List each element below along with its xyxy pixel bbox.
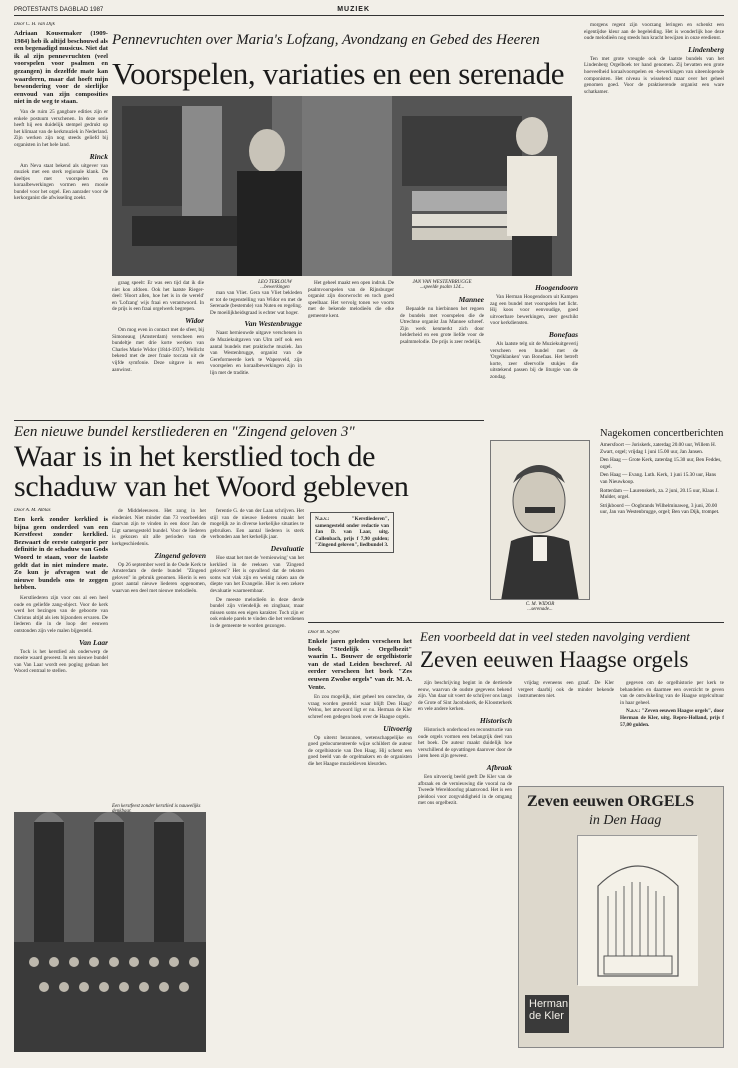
article2-body-devaluatie-2: De meeste melodieën in deze derde bundel zijn vriendelijk en zingbaar, maar missen soms een eigen karakter. Toch zijn er ook enkele parels te vinden die het verdienen in de gemeente te worden gezongen.	[210, 596, 304, 629]
article2-body-2: de Middeleeuwen. Het zong in het eindeniet. Niet minder dan 73 voorbeelden daarvan zijn te vinden in een door Jan de Ligt samengesteld bundel. Voor de liederen is gekozen uit alle perioden van de kerkgeschiedenis.	[112, 508, 206, 547]
article2-body-1: Kerstliederen zijn voor ons al een heel oude en geliefde zang-object. Voor de kerk werd het bezingen van de geboorte van Christus altijd als iets bijzonders ervaren. De liederen die in de loop der eeuwen ontstonden zijn vele malen bijgesteld.	[14, 594, 108, 634]
running-head	[14, 4, 724, 16]
article2-body-zingend: Op 26 september werd in de Oude Kerk te Amsterdam de derde bundel "Zingend geloven" in gebruik genomen. Hierin is een groot aantal nieuwe liederen opgenomen, waarvan een deel met nieuwe melodieën.	[112, 561, 206, 594]
article2-body-devaluatie: Hoe staat het met de 'vernieuwing' van het kerklied in de reeksen van 'Zingend geloven'? Het is opvallend dat de teksten soms wat vlak zijn en weinig raken aan de diepte van het Evangelie. Hier is een zekere devaluatie waarneembaar.	[210, 554, 304, 594]
article1-kicker: Pennevruchten over Maria's Lofzang, Avondzang en Gebed des Heeren	[112, 32, 540, 48]
article1-column-5	[400, 292, 484, 438]
article3-headline: Zeven eeuwen Haagse orgels	[420, 647, 689, 672]
church-choir-graphic	[14, 812, 206, 1052]
subhead-lindenberg: Lindenberg	[688, 44, 724, 54]
caption-leo-terlouw: LEO TERLOUW ...bewerkingen	[258, 280, 292, 290]
book-cover-drawing	[577, 835, 697, 985]
subhead-zingend-geloven: Zingend geloven	[154, 550, 206, 560]
book-title: Zeven eeuwen ORGELS	[527, 793, 695, 810]
caption-jan-van-westenbrugge: JAN VAN WESTENBRUGGE ...speelde psalm 124...	[412, 280, 472, 290]
article3-body-uitvoerig: Op uiterst bezonnen, wetenschappelijke en goed gedocumenteerde wijze schildert de auteur de orgelhistorie van Den Haag. Hij schetst een goed beeld van de orgelmakers en de organisten die het Haagse muziekleven kleurden.	[308, 734, 412, 767]
article2-body-3: ferentie G. de van der Laan schrijven. Het stijl van de nieuwe liederen maakt het mogelijk ze in diverse kerkelijke situaties te gebruiken. Een aantal liederen is sterk verbonden aan het kerkelijk jaar.	[210, 508, 304, 541]
subhead-historisch: Historisch	[479, 715, 512, 725]
concert-item: Strijkboord — Oogbrands Wilhelminaweg, 3 juni, 20.00 uur, Jan van Westenbrugge, orgel; Ben van Dijk, trompet.	[600, 502, 720, 516]
article1-right-column	[584, 22, 724, 422]
article3-body-historisch: Historisch onderhoud en reconstructie van oude orgels vormen een belangrijk deel van het boek. De auteur maakt duidelijk hoe verschillend de opvattingen daarover door de jaren heen zijn geweest.	[418, 726, 512, 760]
widor-portrait-graphic	[491, 441, 590, 600]
caption-widor: C. M. WIDOR ...serenade...	[525, 602, 555, 612]
article3-column-2	[418, 680, 512, 1050]
running-head-left: PROTESTANTS DAGBLAD 1987	[14, 6, 104, 13]
subhead-mannee: Mannee	[458, 295, 484, 304]
subhead-afbraak: Afbraak	[486, 762, 512, 772]
article1-body-mannee: Bepaalde nu hierbinnen het regoen de bundels met voorspelen die de Utrechtse organist Jan Mannee schreef. Zijn werk kenmerkt zich door helderheid en een grote liefde voor de psalmmelodie. De prijs is zeer redelijk.	[400, 306, 484, 345]
article1-body-hoogendoorn: Van Herman Hoogendoorn uit Kampen zag een bundel met voorspelen het licht. Hij koos voor eenvoudige, goed uitvoerbare bewerkingen, zeer geschikt voor kerkdiensten.	[490, 294, 578, 327]
article3-byline: Door M. Scybel	[308, 630, 340, 635]
article3-body-2: zijn beschrijving begint in de dertiende eeuw, waarvan de oudste gegevens bekend zijn. Van daar uit voert de schrijver ons langs de Grote of Sint Jacobskerk, de Kloosterkerk en vele andere kerken.	[418, 680, 512, 713]
book-author-block: Herman de Kler	[525, 995, 569, 1033]
subhead-widor: Widor	[185, 315, 204, 325]
organ-photo-graphic	[112, 96, 572, 276]
article1-column-3	[210, 290, 302, 438]
subhead-westenbrugge: Van Westenbrugge	[244, 319, 302, 329]
article2-column-3	[210, 508, 304, 1048]
concert-item: Rotterdam — Laurenskerk, za. 2 juni, 20.15 uur, Klaas J. Mulder, orgel.	[600, 487, 719, 501]
organ-drawing-graphic	[578, 836, 698, 986]
concert-item: Den Haag — Evang. Luth. Kerk, 1 juni 15.30 uur, Hans van Nieuwkoop.	[600, 472, 717, 485]
article2-lead: Een kerk zonder kerklied is bijna geen onderdeel van een Kerstfeest zonder kerklied. Bezwaart de eerste categorie per definitie in de schaduw van Gods Woord te staan, voor de laatste geldt dat in niet mindere mate. Zo kun je afvragen wat de nieuwe bundels ons te zeggen hebben.	[14, 516, 108, 592]
subhead-bonefaas: Bonefaas	[548, 329, 578, 339]
article1-body-lindenberg: Ten met grote vreugde ook de laatste bundels van het Lindenberg Orgelboek ter hand genomen. Zij bevatten een grote hoeveelheid koraalvoorspelen en -bewerkingen van uiteenlopende componisten. Het niveau is wisselend maar over het geheel genomen goed. Voor de praktiserende organist een ware schatkamer.	[584, 55, 724, 95]
concert-item: Amersfoort — Joriskerk, zaterdag 20.00 uur, Willem H. Zwart, orgel; vrijdag 1 juni 15.00 uur, Jan Jansen.	[600, 442, 717, 455]
article3-sidebox: N.a.v.: "Zeven eeuwen Haagse orgels", door Herman de Kler, uitg. Repro-Holland, prijs f 57,00 gulden.	[620, 708, 724, 728]
article1-byline: Door C. H. van Dijk	[14, 22, 55, 27]
subhead-rinck: Rinck	[89, 151, 108, 161]
section-divider	[14, 420, 484, 421]
article1-body-bonefaas: Als laatste telg uit de Muziekuitgeverij verscheen een bundel met de 'Orgelklanken' van Bonefaas. Het betreft korte, zeer sfeervolle stukjes die uitstekend passen bij de liturgie van de zondag.	[490, 340, 578, 380]
article3-column-4	[620, 680, 724, 780]
article1-lead: Adriaan Kousemaker (1909-1984) heb ik altijd beschouwd als een begenadigd musicus. Niet dat ik al zijn pennevruchten (veel voorspelen voor psalmen en gezangen) in dezelfde mate kan waarderen, maar dat hoeft mijn bewondering voor de sierlijke eenvoud van zijn composities niet in de weg te staan.	[14, 30, 108, 106]
article3-column-3	[518, 680, 614, 780]
article1-headline: Voorspelen, variaties en een serenade	[112, 56, 565, 91]
article2-left-column	[14, 508, 108, 808]
article2-headline: Waar is in het kerstlied toch de schaduw van het Woord gebleven	[14, 440, 409, 503]
article3-left-column	[308, 630, 412, 1050]
article3-body-afbraak: Een uitvoerig beeld geeft De Kler van de afbraak en de vernieuwing die vooral na de Tweede Wereldoorlog plaatsvond. Het is een pleidooi voor zorgvuldigheid in de omgang met ons orgelbezit.	[418, 773, 512, 807]
article3-body-1: En zou mogelijk, niet geheel ten onrechte, de vraag worden gesteld: waar blijft Den Haag? Welnu, het antwoord ligt er nu. Herman de Kler schreef een gedegen boek over de Haagse orgels.	[308, 694, 412, 720]
caption-church-photo: Een kerstfeest zonder kerstlied is nauwelijks	[112, 804, 201, 809]
article1-body-mid: graag speelt: Er was een tijd dat ik die niet kon afdoen. Ook het laatste Rieger-deel: 'Hoort allen, hoe het is in de wereld' en 'Lofzang' wijs fraai en verantwoord. In de prijs is een fraai orgelwerk begrepen.	[112, 280, 204, 313]
article1-body-1: Van de ruim 25 gangbare edities zijn er enkele postuum verschenen. In deze serie heeft hij een duidelijk stempel gedrukt op het klimaat van de kerkmuziek in Nederland. Zijn werken zijn nog steeds geliefd bij organisten in het hele land.	[14, 108, 108, 148]
article1-body-widor: Om mog even in contact met de sfeer, bij Simoneaug (Amsterdam) verscheen een bundeltje met drie korte werken van Charles Marie Widor (1844-1937). Wellicht bekend met de zeer fraaie toccata uit de vijfde symfonie. Deze uitgave is een aanwinst.	[112, 326, 204, 373]
article3-body-4: gegeven om de orgelhistorie per kerk te behandelen en daarmee een overzicht te geven van de ontwikkeling van de Haagse orgelcultuur in haar geheel.	[620, 680, 724, 706]
article1-left-column	[14, 22, 108, 437]
article3-kicker: Een voorbeeld dat in veel steden navolging verdient	[420, 629, 690, 644]
section-divider	[308, 622, 724, 623]
article1-column-4	[308, 280, 394, 438]
article3-lead: Enkele jaren geleden verscheen het boek "Stedelijk - Orgelbezit" waarin L. Bouwer de orgelhistorie van de stad Leiden beschreef. Al eerder verscheen het boek "Zes eeuwen Zwolse orgels" van dr. M. A. Vente.	[308, 638, 412, 691]
article1-body-left2: man van Vliet. Gera van Vliet bekleden er tot de tegenstelling van Widor en met de Serenade (bestemde) van Nuten en regeling. De moeilijkheidsgraad is echter wat hoger.	[210, 290, 302, 316]
church-choir-photo	[14, 812, 206, 1052]
article2-body-vanlaar: Tock is het kerstlied als onderwerp de moeite waard geweest. In een nieuwe bundel van Van Laar wordt een poging gedaan het Woord centraal te stellen.	[14, 648, 108, 675]
subhead-van-laar: Van Laar	[79, 637, 108, 647]
article2-byline: Door A. M. Alblas	[14, 508, 51, 513]
article2-kicker: Een nieuwe bundel kerstliederen en "Zingend geloven 3"	[14, 424, 355, 440]
subhead-uitvoerig: Uitvoerig	[383, 723, 412, 733]
book-cover-image	[518, 786, 724, 1048]
article2-sidebox: N.a.v.: "Kerstliederen", samengesteld onder redactie van Jan D. van Laar, uitg. Callenbach, prijs f 7,90 gulden; "Zingend geloven", liedbundel 3.	[310, 512, 394, 553]
book-subtitle: in Den Haag	[589, 813, 662, 828]
article3-body-3: vrijdag eveneens een graaf. De Kler vergeet daarbij ook de minder bekende instrumenten niet.	[518, 680, 614, 700]
concert-item: Den Haag — Grote Kerk, zaterdag 15.30 uur, Ben Feddes, orgel.	[600, 457, 722, 470]
widor-portrait	[490, 440, 590, 600]
article1-right-top: morgens regent zijn voorzang leringen en schenkt een eigentijdse kleur aan de begeleiding. Het is wonderlijk hoe deze oude melodieën nog steeds hun kracht bewijzen in onze eredienst.	[584, 22, 724, 42]
subhead-devaluatie: Devaluatie	[270, 543, 304, 553]
article1-body-rinck: Am Neva staat bekend als uitgever van muziek met een sterk regionale klank. De deeltjes met voorspelen en koraalbewerkingen vormen een mooie bundel voor het orgel. Een aanrader voor de kerkorganist die afwisseling zoekt.	[14, 162, 108, 202]
organ-photo	[112, 96, 572, 276]
article1-body-center: Het geheel maakt een open indruk. De psalmvoorspelen van de Rijnsburger organist zijn doorwrocht en toch goed speelbaar. Het vervolg tonen we voorts met de bekende melodieën die elke gemeente kent.	[308, 280, 394, 319]
concert-listings	[600, 428, 724, 518]
article2-column-2	[112, 508, 206, 808]
section-title: MUZIEK	[337, 6, 371, 13]
article1-column-2	[112, 280, 204, 438]
concert-listings-heading: Nagekomen concertberichten	[600, 428, 724, 439]
subhead-hoogendoorn: Hoogendoorn	[535, 283, 578, 292]
article1-column-6	[490, 280, 578, 438]
article1-body-westenbrugge: Naast hernieuwde uitgave verschenen in de Muziekuitgaven van Ulm zelf ook een aantal bundels met praktische muziek. Jan van Westenbrugge, organist van de Gereformeerde kerk te Wapenveld, zijn voorspelen en koraalbewerkingen zijn in lijn met de traditie.	[210, 330, 302, 376]
